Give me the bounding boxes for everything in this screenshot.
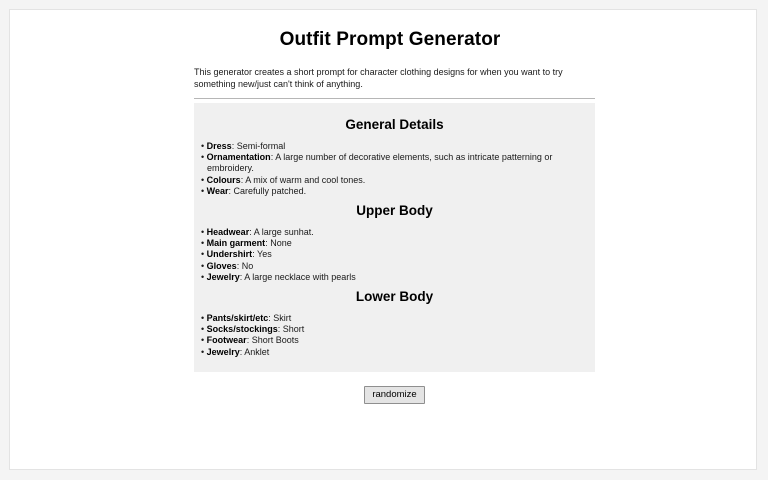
attribute-label: Dress	[206, 141, 232, 151]
attribute-value: A large number of decorative elements, such as intricate patterning or embroidery.	[207, 152, 553, 174]
page-sheet	[9, 9, 757, 470]
bullet-icon: •	[201, 141, 205, 151]
section-block	[194, 197, 595, 283]
attribute-list	[194, 227, 595, 283]
bullet-icon: •	[201, 260, 205, 271]
attribute-list	[194, 141, 595, 197]
attribute-label: Ornamentation	[206, 152, 271, 163]
attribute-label: Jewelry	[206, 346, 240, 357]
attribute-row: • Jewelry: Anklet	[201, 346, 270, 357]
attribute-label: Footwear	[206, 335, 247, 346]
attribute-value: A large sunhat.	[253, 227, 314, 238]
attribute-row: • Main garment: None	[201, 238, 292, 249]
intro-description: This generator creates a short prompt for character clothing designs for when you want to try something new/just can't think of anything.	[194, 67, 563, 89]
attribute-label: Jewelry	[206, 271, 240, 282]
bullet-icon: •	[201, 227, 205, 238]
attribute-value: Yes	[257, 249, 272, 260]
section-heading: Lower Body	[355, 289, 434, 305]
bullet-icon: •	[201, 249, 205, 260]
attribute-value: Carefully patched.	[233, 185, 307, 196]
attribute-value: No	[241, 260, 254, 271]
page-title: Outfit Prompt Generator	[279, 29, 501, 50]
attribute-row: • Socks/stockings: Short	[201, 324, 305, 335]
attribute-value: Short	[282, 324, 305, 335]
attribute-row: • Gloves: No	[201, 260, 254, 271]
attribute-row: • Dress: Semi-formal	[201, 141, 286, 151]
outfit-result-box	[194, 103, 595, 372]
attribute-row: • Undershirt: Yes	[201, 249, 272, 260]
section-heading: Upper Body	[356, 203, 433, 219]
attribute-label: Wear	[206, 185, 229, 196]
attribute-label: Headwear	[206, 227, 250, 238]
attribute-value: Skirt	[273, 313, 292, 324]
attribute-row: • Jewelry: A large necklace with pearls	[201, 271, 356, 282]
bullet-icon: •	[201, 152, 205, 163]
attribute-value: None	[270, 238, 292, 249]
attribute-label: Undershirt	[206, 249, 253, 260]
bullet-icon: •	[201, 335, 205, 346]
section-heading: General Details	[345, 117, 444, 132]
bullet-icon: •	[201, 271, 205, 282]
attribute-label: Colours	[206, 174, 241, 185]
attribute-row: • Headwear: A large sunhat.	[201, 227, 314, 238]
attribute-value: Anklet	[244, 346, 270, 357]
attribute-value: Semi-formal	[236, 141, 286, 151]
button-row	[185, 372, 595, 404]
randomize-button[interactable]: randomize	[364, 386, 424, 404]
title-divider	[194, 98, 595, 99]
attribute-label: Pants/skirt/etc	[206, 313, 269, 324]
content-column	[185, 10, 595, 404]
bullet-icon: •	[201, 346, 205, 357]
bullet-icon: •	[201, 174, 205, 185]
attribute-row: • Colours: A mix of warm and cool tones.	[201, 174, 366, 185]
attribute-label: Main garment	[206, 238, 266, 249]
bullet-icon: •	[201, 313, 205, 324]
attribute-value: A large necklace with pearls	[244, 271, 356, 282]
attribute-row: • Footwear: Short Boots	[201, 335, 299, 346]
attribute-row: • Wear: Carefully patched.	[201, 185, 307, 196]
attribute-list	[194, 313, 595, 359]
attribute-label: Socks/stockings	[206, 324, 278, 335]
section-block	[194, 283, 595, 359]
bullet-icon: •	[201, 185, 205, 196]
attribute-row: • Ornamentation: A large number of decorative elements, such as intricate patterning or embroidery.	[201, 152, 553, 174]
attribute-row: • Pants/skirt/etc: Skirt	[201, 313, 292, 324]
bullet-icon: •	[201, 324, 205, 335]
section-block	[194, 116, 595, 197]
bullet-icon: •	[201, 238, 205, 249]
attribute-label: Gloves	[206, 260, 237, 271]
attribute-value: A mix of warm and cool tones.	[245, 174, 366, 185]
attribute-value: Short Boots	[251, 335, 299, 346]
